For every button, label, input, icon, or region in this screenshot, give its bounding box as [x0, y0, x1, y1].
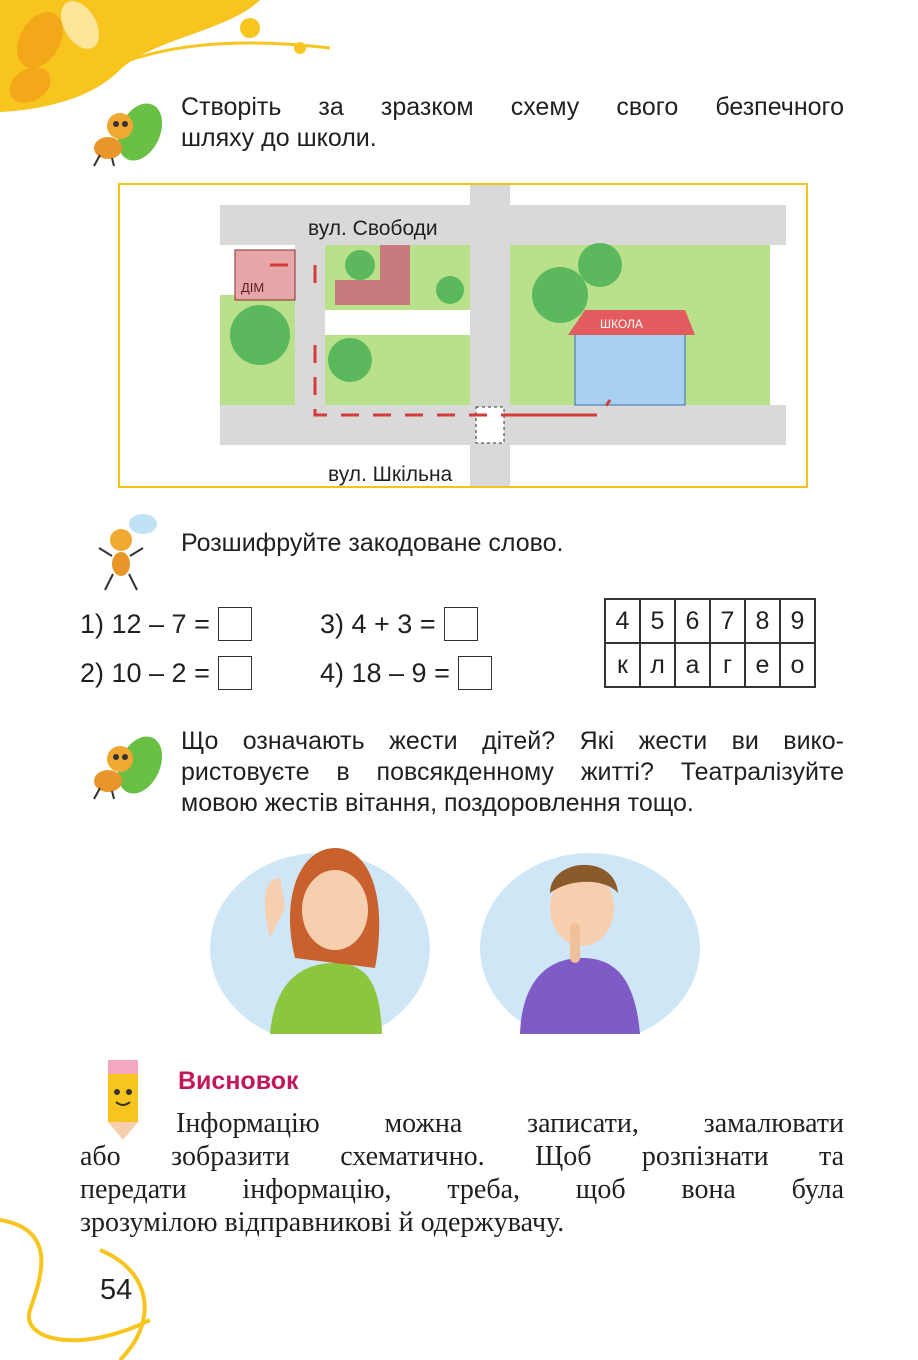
- code-number: 8: [745, 599, 780, 643]
- code-table: [604, 598, 816, 688]
- code-letter: а: [675, 643, 710, 687]
- answer-box-2[interactable]: [218, 656, 252, 690]
- answer-box-4[interactable]: [458, 656, 492, 690]
- route-map-frame: [118, 183, 808, 488]
- task1-line2: шляху до школи.: [181, 124, 377, 152]
- equation-2-text: 2) 10 – 2 =: [80, 657, 210, 688]
- task3-line3: мовою жестів вітання, поздоровлення тощо.: [181, 789, 694, 817]
- conclusion-title: Висновок: [178, 1067, 299, 1095]
- equation-3-text: 3) 4 + 3 =: [320, 608, 436, 639]
- conclusion-line4: зрозумілою відправникові й одержувачу.: [80, 1207, 565, 1238]
- task3-line2: ристовуєте в повсякденному житті? Театралізуйте: [181, 758, 844, 786]
- school-label: ШКОЛА: [600, 317, 643, 331]
- ant-with-leaf-icon: [80, 100, 164, 168]
- equation-3: [320, 607, 478, 641]
- task1-line1: Створіть за зразком схему свого безпечного: [181, 93, 844, 121]
- conclusion-line2: або зобразити схематично. Щоб розпізнати та: [80, 1141, 844, 1172]
- ant-thinking-icon: [95, 512, 159, 592]
- task1-text: [181, 92, 844, 123]
- street-bottom-label: вул. Шкільна: [328, 463, 453, 486]
- equation-4-text: 4) 18 – 9 =: [320, 657, 450, 688]
- code-letter: к: [605, 643, 640, 687]
- answer-box-1[interactable]: [218, 607, 252, 641]
- code-number: 5: [640, 599, 675, 643]
- route-map-illustration: [120, 185, 806, 486]
- equation-1-text: 1) 12 – 7 =: [80, 608, 210, 639]
- ant-with-leaf-icon: [80, 733, 164, 801]
- conclusion-line1: Інформацію можна записати, замалювати: [176, 1108, 844, 1139]
- task3-line1: Що означають жести дітей? Які жести ви вико-: [181, 727, 844, 755]
- task2-text: Розшифруйте закодоване слово.: [181, 529, 564, 557]
- equation-4: [320, 656, 492, 690]
- code-letter: л: [640, 643, 675, 687]
- answer-box-3[interactable]: [444, 607, 478, 641]
- code-number: 4: [605, 599, 640, 643]
- equation-2: [80, 656, 252, 690]
- code-numbers-row: [605, 599, 815, 643]
- street-top-label: вул. Свободи: [308, 217, 438, 240]
- conclusion-line3: передати інформацію, треба, щоб вона була: [80, 1174, 844, 1205]
- code-letters-row: [605, 643, 815, 687]
- code-number: 6: [675, 599, 710, 643]
- code-letter: о: [780, 643, 815, 687]
- code-number: 9: [780, 599, 815, 643]
- equation-1: [80, 607, 252, 641]
- pencil-character-icon: [96, 1052, 152, 1142]
- page-number: 54: [100, 1274, 133, 1306]
- code-letter: е: [745, 643, 780, 687]
- code-letter: г: [710, 643, 745, 687]
- task1-text-2: [181, 123, 844, 154]
- code-number: 7: [710, 599, 745, 643]
- home-label: ДІМ: [241, 280, 265, 295]
- children-gestures-illustration: [210, 838, 700, 1034]
